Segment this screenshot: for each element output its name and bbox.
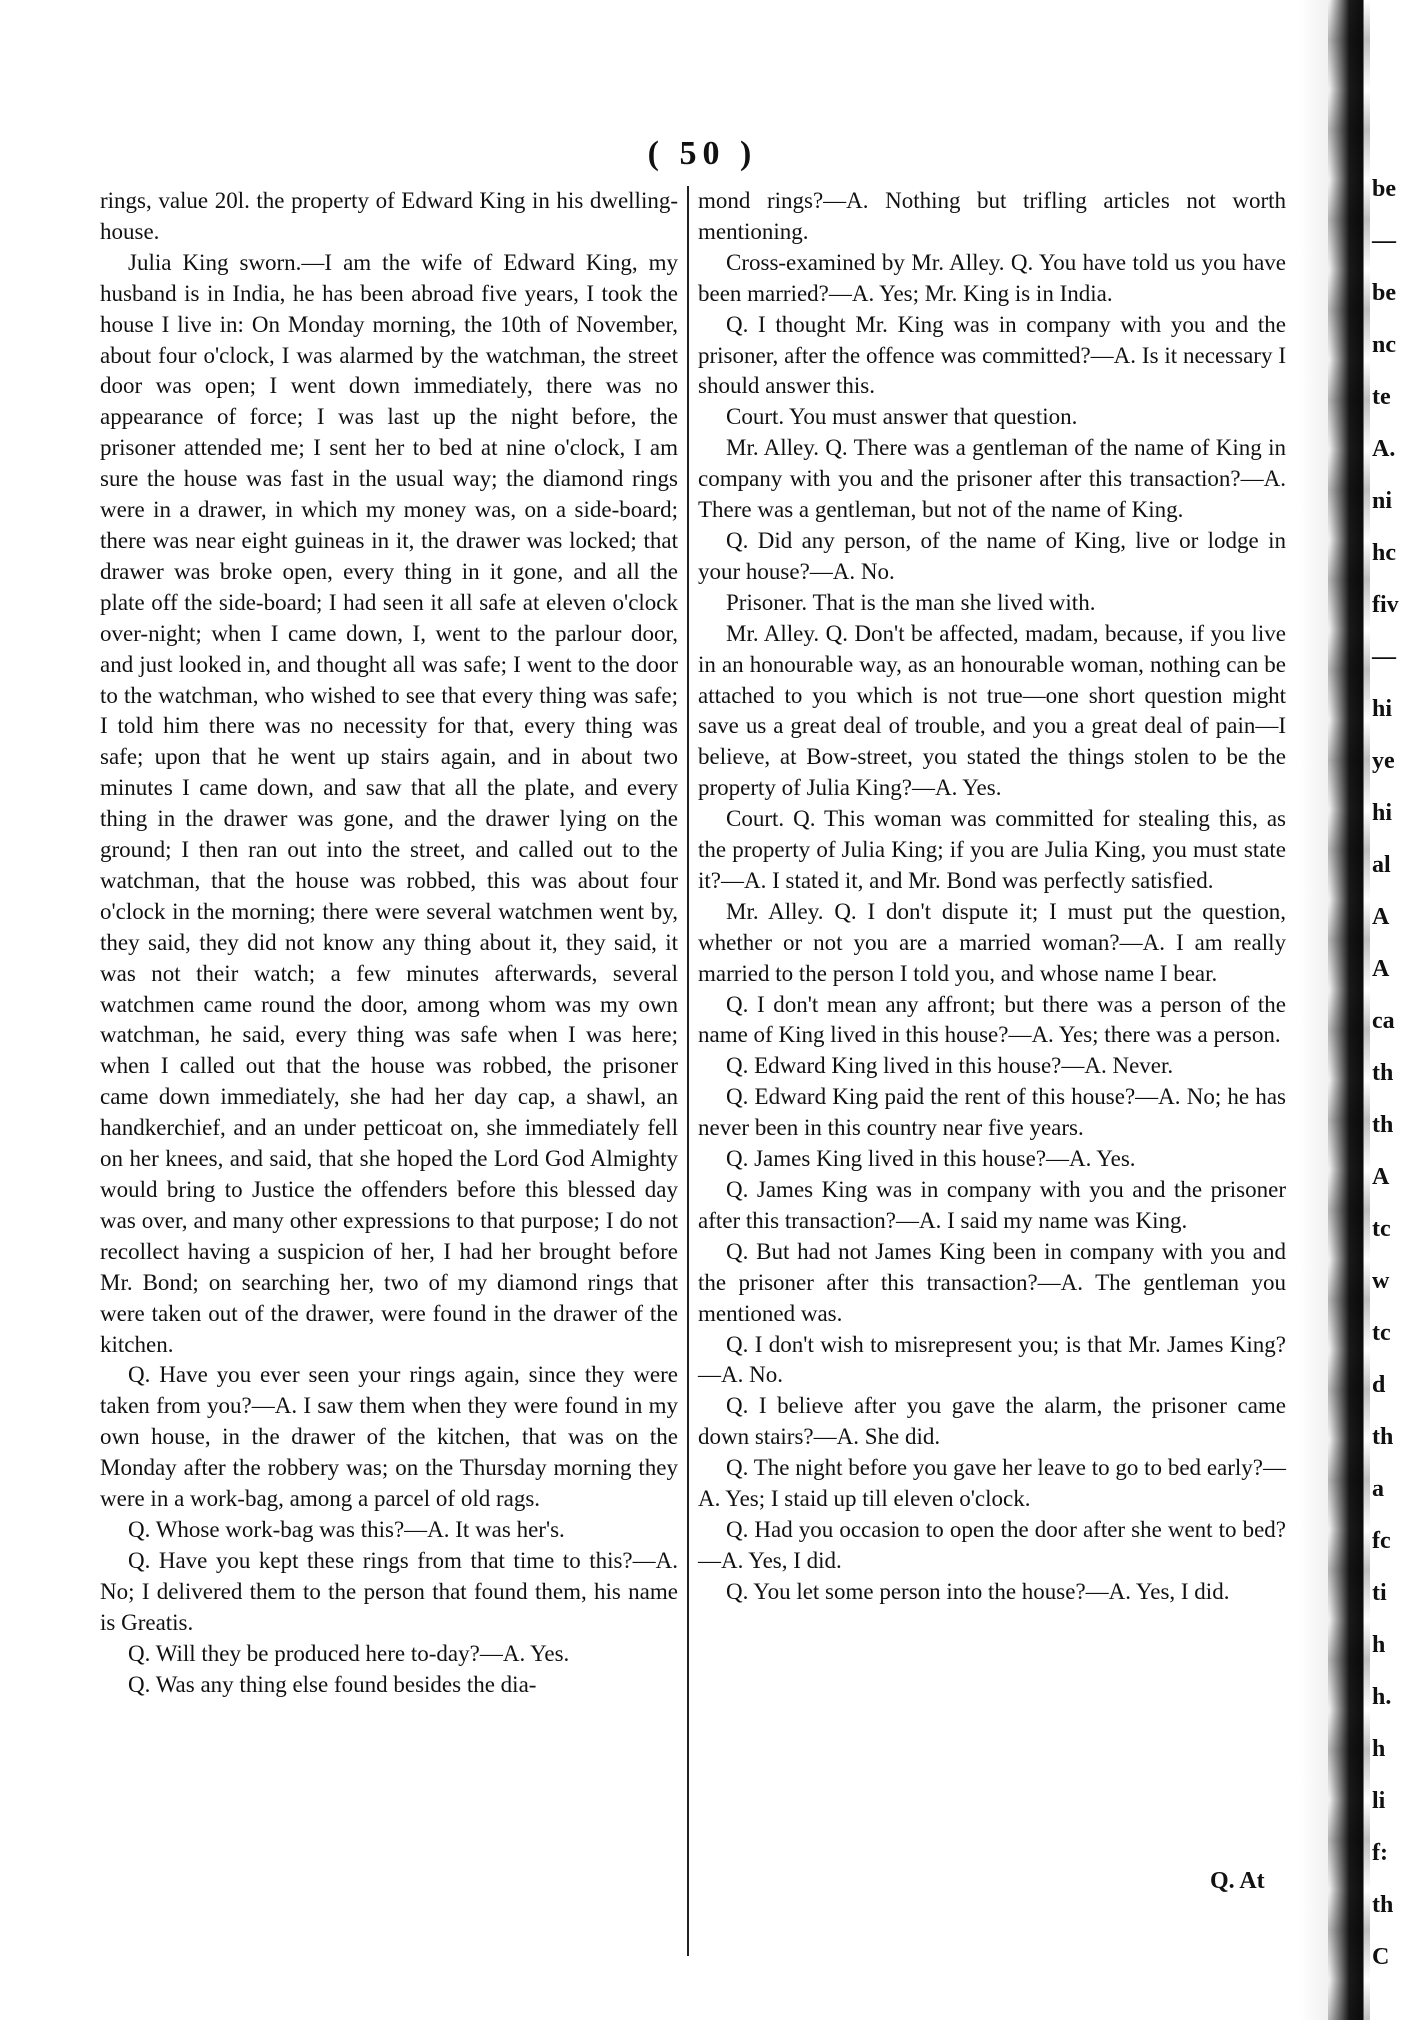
paragraph: Q. James King lived in this house?—A. Yes. xyxy=(726,1146,1136,1172)
margin-fragment: tc xyxy=(1372,1216,1391,1242)
paragraph: Court. Q. This woman was committed for stealing this, as the property of Julia King; if you are Julia King, you must state it?—A. I stated it, and Mr. Bond was perfectly satisfied. xyxy=(698,806,1286,893)
paragraph: rings, value 20l. the property of Edward King in his dwelling-house. xyxy=(100,188,678,244)
margin-fragment: be xyxy=(1372,280,1396,306)
paragraph: Mr. Alley. Q. I don't dispute it; I must put the question, whether or not you are a married woman?—A. I am really married to the person I told you, and whose name I bear. xyxy=(698,898,1286,986)
margin-fragment: C xyxy=(1372,1944,1390,1970)
margin-fragment: — xyxy=(1372,228,1396,254)
margin-fragment: — xyxy=(1372,644,1396,670)
paragraph: Q. I thought Mr. King was in company with you and the prisoner, after the offence was committed?—A. Is it necessary I should answer this. xyxy=(698,311,1286,399)
margin-fragment: A xyxy=(1372,956,1390,982)
paragraph: Q. Edward King lived in this house?—A. Never. xyxy=(726,1053,1174,1079)
paragraph: Mr. Alley. Q. There was a gentleman of the name of King in company with you and the prisoner after this transaction?—A. There was a gentleman, but not of the name of King. xyxy=(698,435,1286,523)
margin-fragment: h xyxy=(1372,1632,1386,1658)
margin-fragment: a xyxy=(1372,1476,1384,1502)
paragraph: Q. Will they be produced here to-day?—A. Yes. xyxy=(128,1640,570,1666)
margin-fragment: hi xyxy=(1372,800,1393,826)
margin-fragment: tc xyxy=(1372,1320,1391,1346)
paragraph: Q. Was any thing else found besides the dia- xyxy=(128,1671,537,1697)
margin-fragment: ni xyxy=(1372,488,1393,514)
margin-fragment: w xyxy=(1372,1268,1390,1294)
paragraph: Q. Have you ever seen your rings again, since they were taken from you?—A. I saw them when they were found in my own house, in the drawer of the kitchen, that was on the Monday after the robbery was; on the Thursday morning they were in a work-bag, among a parcel of old rags. xyxy=(100,1362,678,1512)
margin-fragment: al xyxy=(1372,852,1391,878)
margin-fragment: nc xyxy=(1372,332,1396,358)
paragraph: Mr. Alley. Q. Don't be affected, madam, because, if you live in an honourable way, as an honourable woman, nothing can be attached to you which is not true—one short question might save us a great deal of trouble, and you a great deal of pain—I believe, at Bow-street, you stated the things stolen to be the property of Julia King?—A. Yes. xyxy=(698,620,1286,801)
column-divider xyxy=(687,186,689,1956)
paragraph: Q. Did any person, of the name of King, live or lodge in your house?—A. No. xyxy=(698,527,1286,584)
margin-fragment: te xyxy=(1372,384,1391,410)
paragraph: Q. The night before you gave her leave to go to bed early?—A. Yes; I staid up till eleven o'clock. xyxy=(698,1455,1286,1512)
margin-fragment: th xyxy=(1372,1060,1394,1086)
paragraph: Prisoner. That is the man she lived with. xyxy=(726,589,1096,615)
catchword: Q. At xyxy=(1210,1868,1265,1894)
paragraph: Q. Have you kept these rings from that time to this?—A. No; I delivered them to the person that found them, his name is Greatis. xyxy=(100,1547,678,1635)
margin-fragment: hc xyxy=(1372,540,1396,566)
paragraph: mond rings?—A. Nothing but trifling articles not worth mentioning. xyxy=(698,188,1286,244)
paragraph: Q. You let some person into the house?—A. Yes, I did. xyxy=(726,1578,1230,1604)
margin-fragment: hi xyxy=(1372,696,1393,722)
paragraph: Q. Whose work-bag was this?—A. It was her's. xyxy=(128,1516,565,1542)
margin-fragment: fiv xyxy=(1372,592,1399,618)
paragraph: Q. I don't mean any affront; but there was a person of the name of King lived in this house?—A. Yes; there was a person. xyxy=(698,991,1286,1048)
margin-fragment: h. xyxy=(1372,1684,1392,1710)
margin-fragment: A. xyxy=(1372,436,1396,462)
margin-fragment: ti xyxy=(1372,1580,1387,1606)
right-column xyxy=(698,186,1286,1608)
margin-fragment: A xyxy=(1372,1164,1390,1190)
margin-fragment: ye xyxy=(1372,748,1395,774)
paragraph: Court. You must answer that question. xyxy=(726,404,1078,430)
margin-fragment: ca xyxy=(1372,1008,1395,1034)
paragraph: Q. Edward King paid the rent of this house?—A. No; he has never been in this country near five years. xyxy=(698,1084,1286,1141)
paragraph: Q. I believe after you gave the alarm, the prisoner came down stairs?—A. She did. xyxy=(698,1393,1286,1450)
paragraph: Q. James King was in company with you and the prisoner after this transaction?—A. I said my name was King. xyxy=(698,1177,1286,1233)
paragraph: Q. Had you occasion to open the door after she went to bed?—A. Yes, I did. xyxy=(698,1516,1286,1573)
margin-fragment: be xyxy=(1372,176,1396,202)
margin-fragment: A xyxy=(1372,904,1390,930)
margin-fragments xyxy=(1372,0,1405,2020)
margin-fragment: f: xyxy=(1372,1840,1388,1866)
paragraph: Julia King sworn.—I am the wife of Edward King, my husband is in India, he has been abroad five years, I took the house I live in: On Monday morning, the 10th of November, about four o'clock, I was alarmed by the watchman, the street door was open; I went down immediately, there was no appearance of force; I was last up the night before, the prisoner attended me; I sent her to bed at nine o'clock, I am sure the house was fast in the usual way; the diamond rings were in a drawer, in which my money was, on a side-board; there was near eight guineas in it, the drawer was locked; that drawer was broke open, every thing in it gone, and all the plate off the side-board; I had seen it all safe at eleven o'clock over-night; when I came down, I, went to the parlour door, and just looked in, and thought all was safe; I went to the door to the watchman, who wished to see that every thing was safe; I told him there was no necessity for that, every thing was safe; upon that he went up stairs again, and in about two minutes I came down, and saw that all the plate, and every thing in the drawer was gone, and the drawer lying on the ground; I then ran out into the street, and called out to the watchman, that the house was robbed, this was about four o'clock in the morning; there were several watchmen went by, they said, they did not know any thing about it, they said, it was not their watch; a few minutes afterwards, several watchmen came round the door, among whom was my own watchman, he said, every thing was safe when I was here; when I called out that the house was robbed, the prisoner came down immediately, she had her day cap, a shawl, an handkerchief, and an under petticoat on, she immediately fell on her knees, and said, that she hoped the Lord God Almighty would bring to Justice the offenders before this blessed day was over, and many other expressions to that purpose; I do not recollect having a suspicion of her, I had her brought before Mr. Bond; on searching her, two of my diamond rings that were taken out of the drawer, were found in the drawer of the kitchen. xyxy=(100,249,678,1357)
margin-fragment: li xyxy=(1372,1788,1386,1814)
margin-fragment: th xyxy=(1372,1112,1394,1138)
margin-fragment: fc xyxy=(1372,1528,1391,1554)
paragraph: Q. I don't wish to misrepresent you; is that Mr. James King?—A. No. xyxy=(698,1331,1286,1388)
margin-fragment: th xyxy=(1372,1892,1394,1918)
paragraph: Cross-examined by Mr. Alley. Q. You have told us you have been married?—A. Yes; Mr. King is in India. xyxy=(698,249,1286,306)
page-number: ( 50 ) xyxy=(647,135,758,172)
margin-fragment: d xyxy=(1372,1372,1386,1398)
margin-fragment: h xyxy=(1372,1736,1386,1762)
left-column xyxy=(100,186,678,1700)
paragraph: Q. But had not James King been in company with you and the prisoner after this transaction?—A. The gentleman you mentioned was. xyxy=(698,1238,1286,1326)
binding-shadow xyxy=(1328,0,1370,2020)
margin-fragment: th xyxy=(1372,1424,1394,1450)
